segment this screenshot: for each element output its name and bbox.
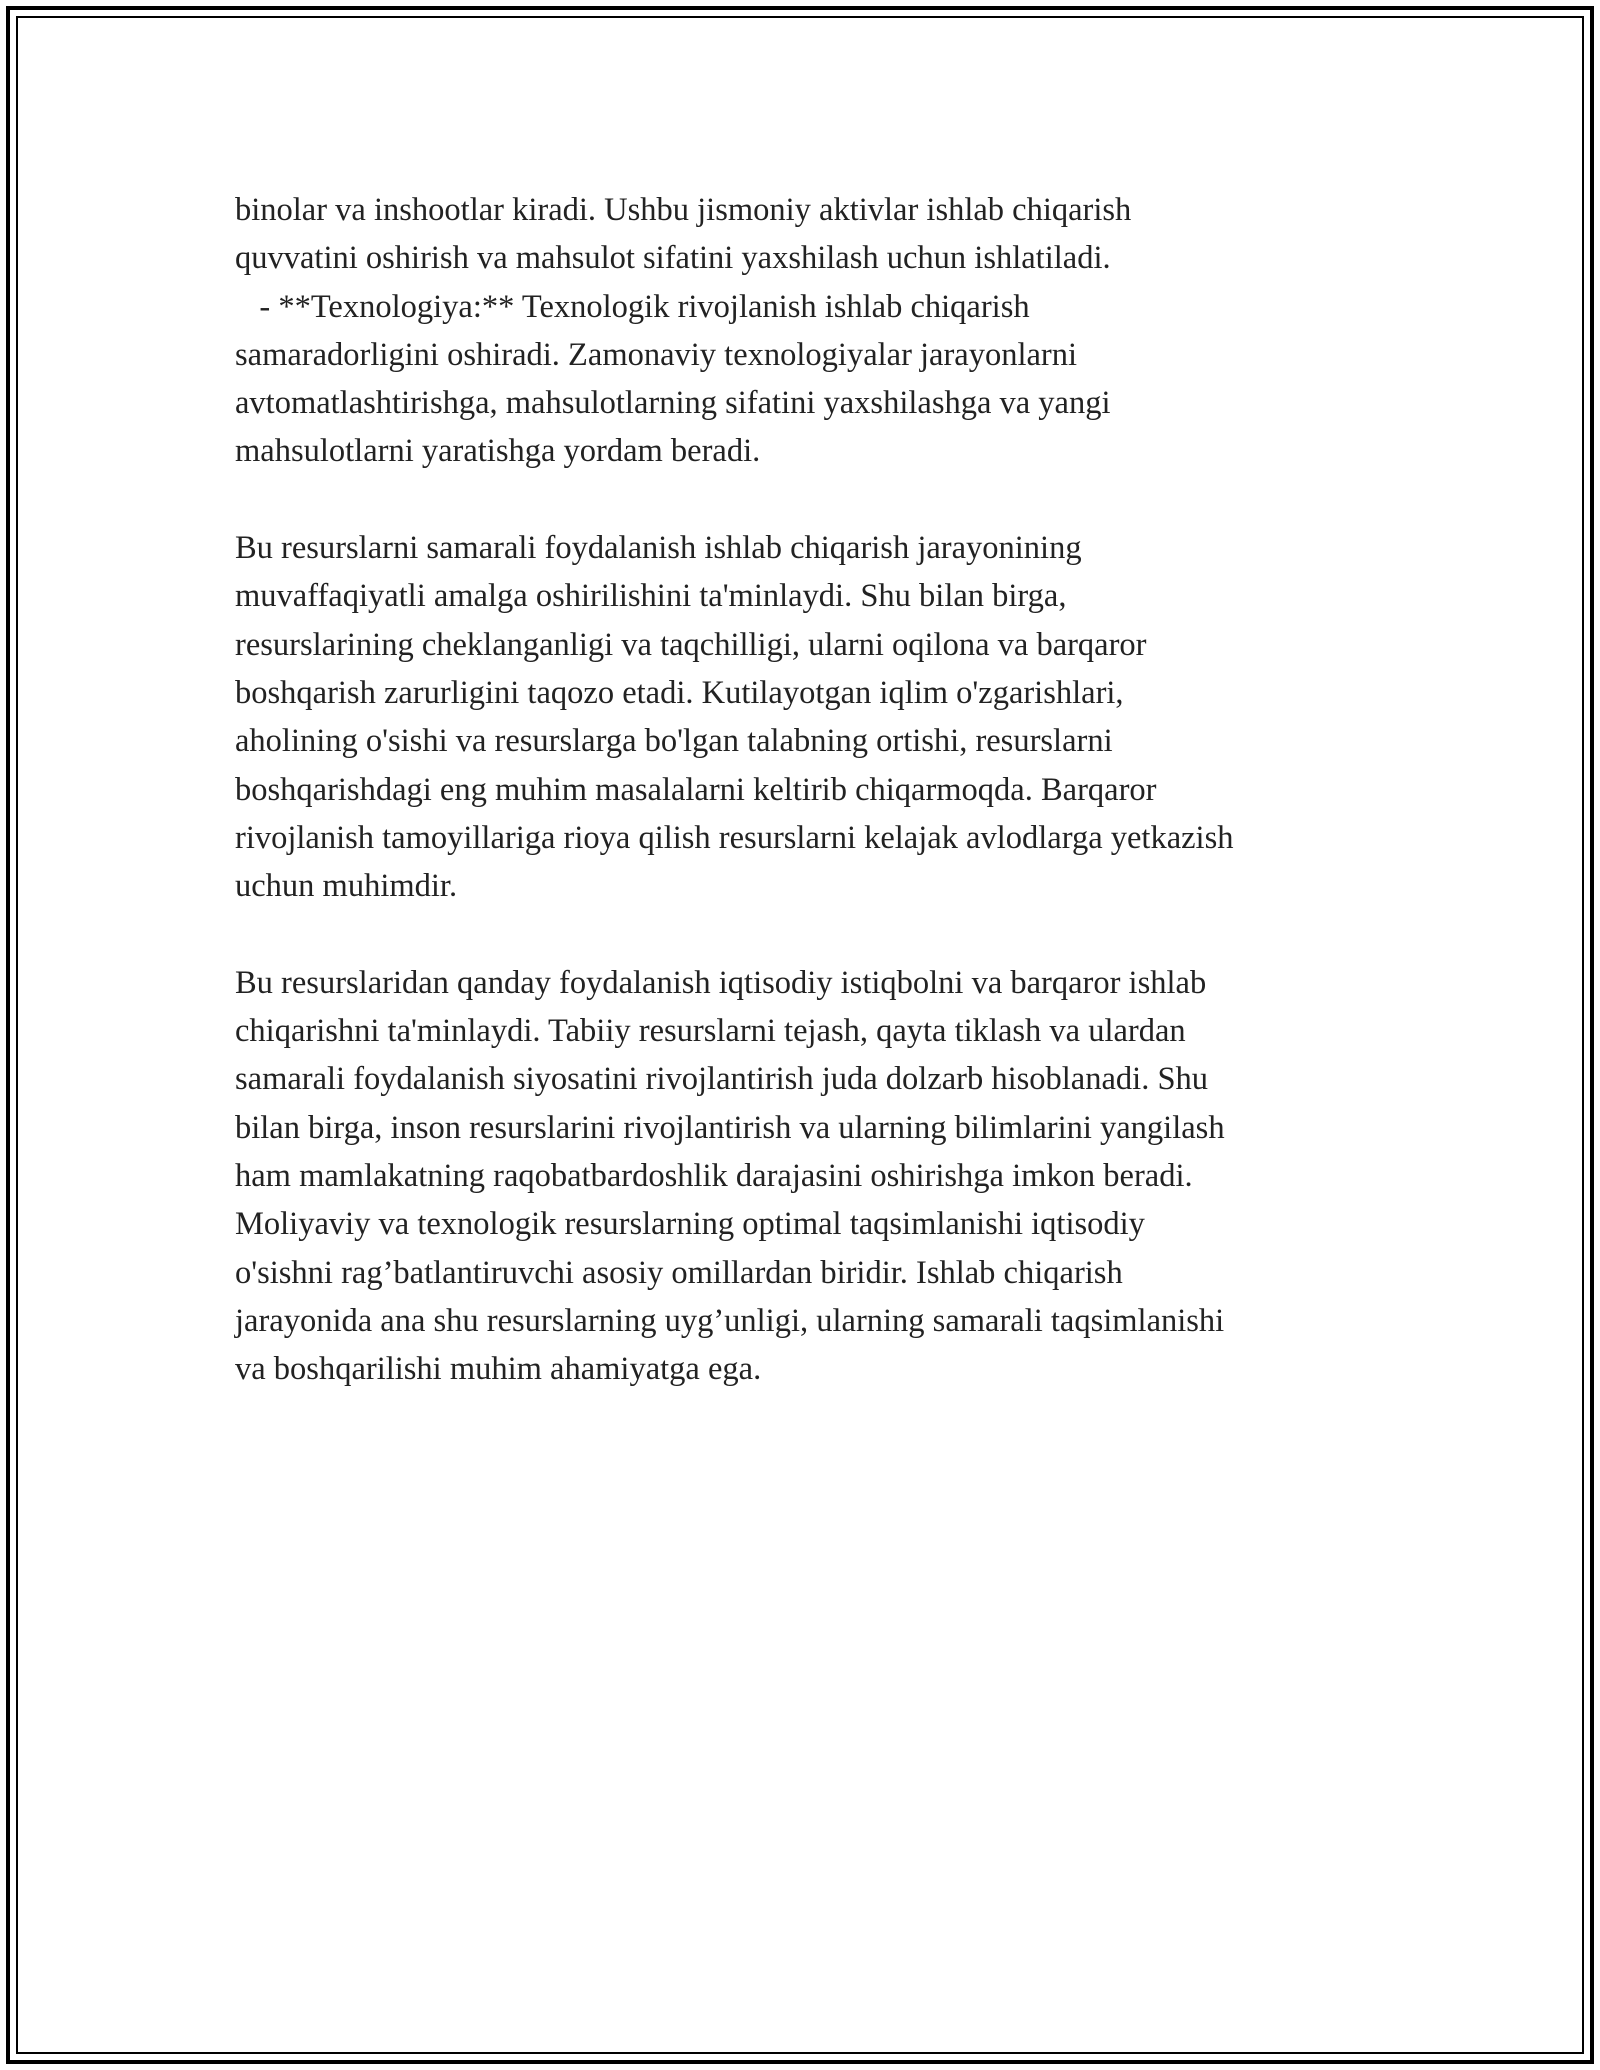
text-line: mahsulotlarni yaratishga yordam beradi.: [235, 433, 761, 470]
text-line: rivojlanish tamoyillariga rioya qilish resurslarni kelajak avlodlarga yetkazish: [235, 819, 1234, 856]
text-line: samarali foydalanish siyosatini rivojlantirish juda dolzarb hisoblanadi. Shu: [235, 1061, 1209, 1098]
text-line: Bu resurslaridan qanday foydalanish iqtisodiy istiqbolni va barqaror ishlab: [235, 964, 1207, 1001]
text-line: jarayonida ana shu resurslarning uyg’unligi, ularning samarali taqsimlanishi: [235, 1302, 1225, 1339]
text-line: samaradorligini oshiradi. Zamonaviy texnologiyalar jarayonlarni: [235, 336, 1078, 373]
text-line: bilan birga, inson resurslarini rivojlantirish va ularning bilimlarini yangilash: [235, 1109, 1225, 1146]
text-line: Moliyaviy va texnologik resurslarning optimal taqsimlanishi iqtisodiy: [235, 1206, 1145, 1243]
text-line: avtomatlashtirishga, mahsulotlarning sifatini yaxshilashga va yangi: [235, 385, 1111, 422]
text-line: o'sishni rag’batlantiruvchi asosiy omillardan biridir. Ishlab chiqarish: [235, 1254, 1123, 1291]
text-line: boshqarishdagi eng muhim masalalarni keltirib chiqarmoqda. Barqaror: [235, 771, 1157, 808]
paragraph-3: [235, 959, 1375, 1394]
text-line: muvaffaqiyatli amalga oshirilishini ta'minlaydi. Shu bilan birga,: [235, 578, 1067, 615]
text-line: - **Texnologiya:** Texnologik rivojlanish ishlab chiqarish: [235, 288, 1030, 325]
text-line: uchun muhimdir.: [235, 868, 458, 905]
paragraph-2: [235, 524, 1375, 910]
text-line: ham mamlakatning raqobatbardoshlik darajasini oshirishga imkon beradi.: [235, 1157, 1193, 1194]
text-line: Bu resurslarni samarali foydalanish ishlab chiqarish jarayonining: [235, 530, 1082, 567]
text-line: aholining o'sishi va resurslarga bo'lgan talabning ortishi, resurslarni: [235, 723, 1113, 760]
paragraph-spacer: [235, 476, 1375, 524]
text-line: binolar va inshootlar kiradi. Ushbu jismoniy aktivlar ishlab chiqarish: [235, 192, 1132, 228]
text-line: va boshqarilishi muhim ahamiyatga ega.: [235, 1351, 762, 1388]
document-body: [235, 186, 1375, 1393]
text-line: resurslarining cheklanganligi va taqchilligi, ularni oqilona va barqaror: [235, 626, 1147, 663]
text-line: chiqarishni ta'minlaydi. Tabiiy resurslarni tejash, qayta tiklash va ulardan: [235, 1013, 1186, 1050]
text-line: boshqarish zarurligini taqozo etadi. Kutilayotgan iqlim o'zgarishlari,: [235, 674, 1124, 711]
paragraph-1: [235, 186, 1375, 476]
text-line: quvvatini oshirish va mahsulot sifatini yaxshilash uchun ishlatiladi.: [235, 240, 1111, 277]
paragraph-spacer: [235, 910, 1375, 958]
